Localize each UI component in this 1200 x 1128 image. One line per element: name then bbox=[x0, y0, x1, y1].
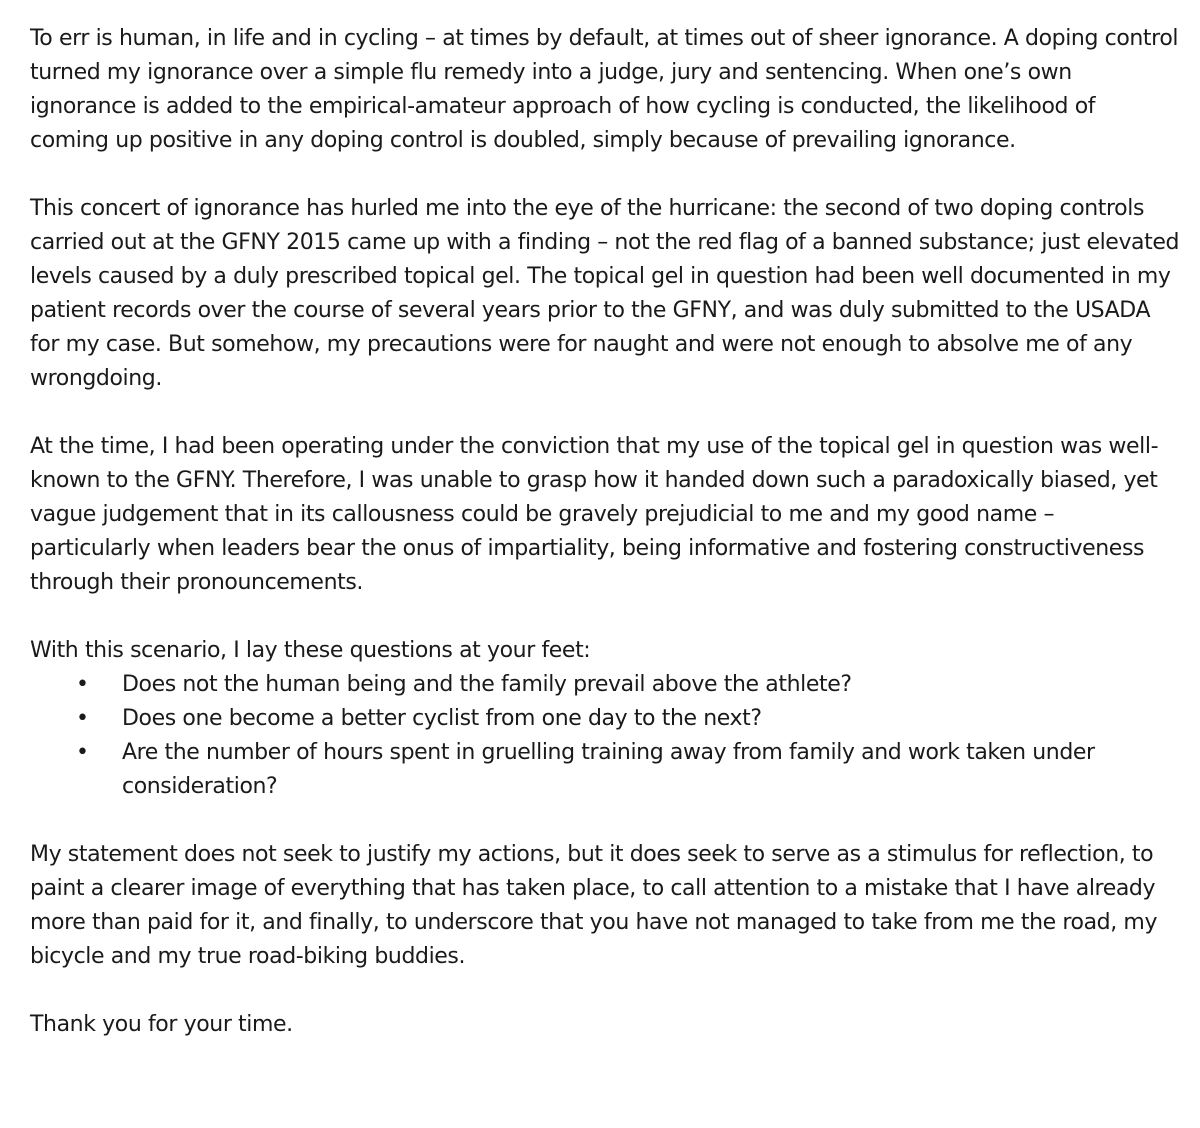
question-text: Does not the human being and the family prevail above the athlete? bbox=[122, 672, 852, 697]
bullet-icon: • bbox=[76, 672, 89, 697]
list-item bbox=[30, 668, 1102, 702]
question-text: Does one become a better cyclist from one day to the next? bbox=[122, 706, 762, 731]
paragraph-questions-intro: With this scenario, I lay these questions at your feet: bbox=[30, 638, 591, 663]
question-text: Are the number of hours spent in gruelling training away from family and work taken under consideration? bbox=[122, 740, 1095, 799]
questions-list bbox=[30, 668, 1180, 804]
paragraph-closing: Thank you for your time. bbox=[30, 1012, 293, 1037]
paragraph-hurricane: This concert of ignorance has hurled me into the eye of the hurricane: the second of two doping controls carried out at the GFNY 2015 came up with a finding – not the red flag of a banned substance; just elevated levels caused by a duly prescribed topical gel. The topical gel in question had been well documented in my patient records over the course of several years prior to the GFNY, and was duly submitted to the USADA for my case. But somehow, my precautions were for naught and were not enough to absolve me of any wrongdoing. bbox=[30, 196, 1180, 391]
bullet-icon: • bbox=[76, 740, 89, 765]
statement-document bbox=[30, 22, 1180, 1076]
paragraph-conviction: At the time, I had been operating under the conviction that my use of the topical gel in question was well-known to the GFNY. Therefore, I was unable to grasp how it handed down such a paradoxically biased, yet vague judgement that in its callousness could be gravely prejudicial to me and my good name – particularly when leaders bear the onus of impartiality, being informative and fostering constructiveness through their pronouncements. bbox=[30, 434, 1159, 595]
list-item bbox=[30, 736, 1102, 804]
paragraph-ignorance: To err is human, in life and in cycling – at times by default, at times out of sheer ignorance. A doping control turned my ignorance over a simple flu remedy into a judge, jury and sentencing. When one’s own ignorance is added to the empirical-amateur approach of how cycling is conducted, the likelihood of coming up positive in any doping control is doubled, simply because of prevailing ignorance. bbox=[30, 26, 1179, 153]
bullet-icon: • bbox=[76, 706, 89, 731]
paragraph-justification: My statement does not seek to justify my actions, but it does seek to serve as a stimulus for reflection, to paint a clearer image of everything that has taken place, to call attention to a mistake that I have already more than paid for it, and finally, to underscore that you have not managed to take from me the road, my bicycle and my true road-biking buddies. bbox=[30, 842, 1158, 969]
list-item bbox=[30, 702, 1102, 736]
